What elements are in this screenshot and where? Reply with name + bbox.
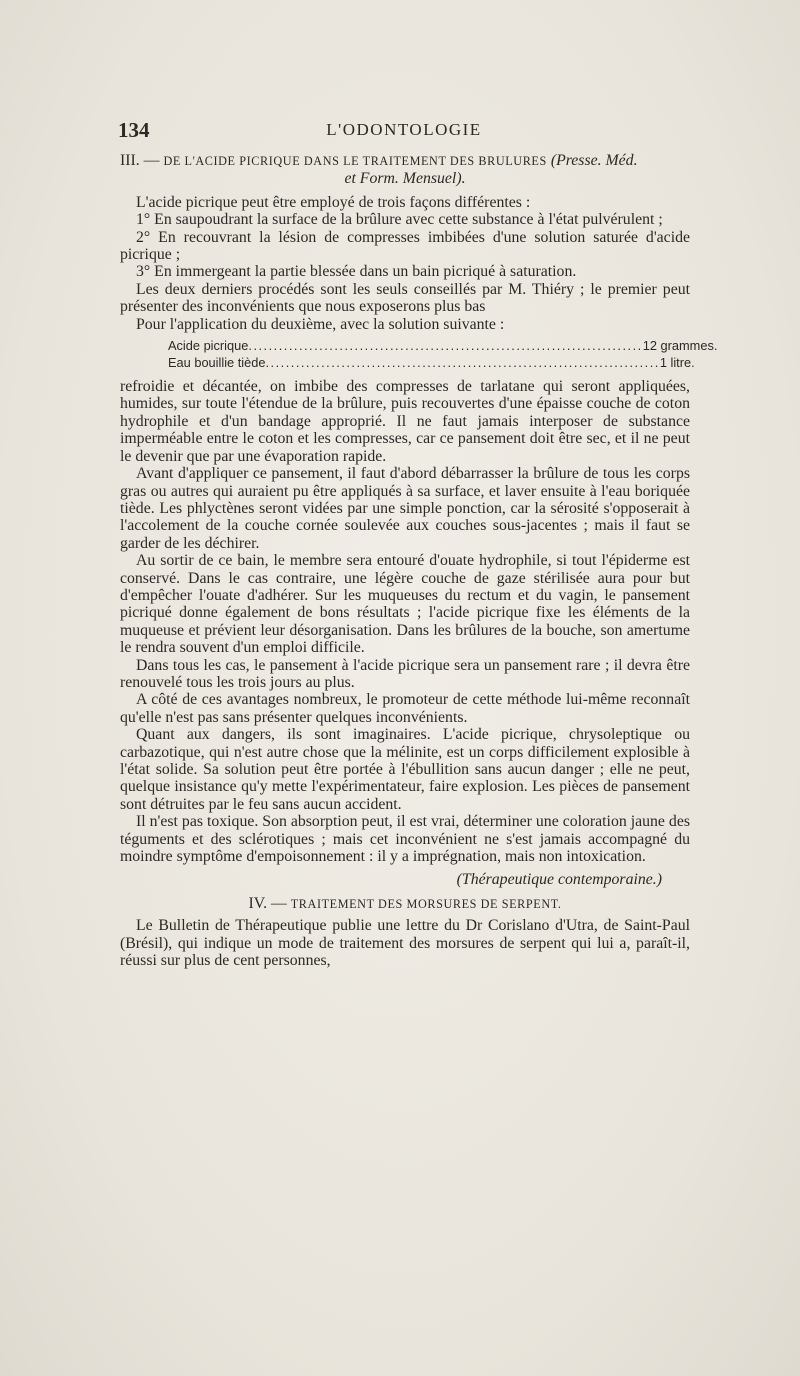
- paragraph: 2° En recouvrant la lésion de compresses imbibées d'une solution saturée d'acide picrique ;: [120, 228, 690, 264]
- article-body: [120, 152, 718, 970]
- section-3-source-cont: et Form. Mensuel).: [344, 170, 466, 188]
- paragraph: Dans tous les cas, le pansement à l'acide picrique sera un pansement rare ; il devra être renouvelé tous les trois jours au plus.: [120, 656, 690, 691]
- leader-dots: ..............................................................................: [265, 354, 660, 370]
- recipe-quantity: 1 litre.: [659, 354, 695, 370]
- citation: (Thérapeutique contemporaine.): [456, 871, 662, 889]
- leader-dots: ..............................................................................: [248, 338, 643, 354]
- section-3-title: DE L'ACIDE PICRIQUE DANS LE TRAITEMENT DES BRULURES: [163, 154, 547, 168]
- paragraph: 3° En immergeant la partie blessée dans un bain picriqué à saturation.: [136, 263, 577, 281]
- page-number: 134: [118, 118, 150, 142]
- recipe-row: [168, 338, 718, 355]
- section-3-numeral: III. —: [120, 152, 160, 169]
- paragraph: L'acide picrique peut être employé de trois façons différentes :: [136, 193, 531, 211]
- paragraph: A côté de ces avantages nombreux, le promoteur de cette méthode lui-même reconnaît qu'elle n'est pas sans présenter quelques inconvénients.: [120, 691, 690, 726]
- paragraph: Avant d'appliquer ce pansement, il faut d'abord débarrasser la brûlure de tous les corps gras ou autres qui auraient pu être appliqués à sa surface, et laver ensuite à l'eau boriquée tiède. Les phlyctènes seront vidées par une simple ponction, car la sérosité s'opposerait à l'accolement de la couche cornée soulevée aux couches sous-jacentes ; mais il faut se garder de les déchirer.: [120, 465, 690, 552]
- section-3-heading: [120, 152, 690, 170]
- section-4-numeral: IV. —: [248, 894, 287, 912]
- section-4-heading: [120, 895, 690, 913]
- page-header: [118, 118, 690, 148]
- paragraph: refroidie et décantée, on imbibe des compresses de tarlatane qui seront appliquées, humides, sur toute l'étendue de la brûlure, puis recouvertes d'une épaisse couche de coton hydrophile et d'un bandage approprié. Il ne faut jamais interposer de substance imperméable entre le coton et les compresses, car ce pansement doit être sec, et il ne peut le devenir que par une évaporation rapide.: [120, 378, 690, 465]
- running-title: L'ODONTOLOGIE: [326, 120, 482, 139]
- recipe-table: [168, 338, 718, 371]
- recipe-quantity: 12 grammes.: [642, 338, 718, 354]
- paragraph: Les deux derniers procédés sont les seuls conseillés par M. Thiéry ; le premier peut présenter des inconvénients que nous exposerons plus bas: [120, 280, 690, 316]
- paragraph: Le Bulletin de Thérapeutique publie une lettre du Dr Corislano d'Utra, de Saint-Paul (Brésil), qui indique un mode de traitement des morsures de serpent qui lui a, paraît-il, réussi sur plus de cent personnes,: [120, 917, 690, 970]
- paragraph: 1° En saupoudrant la surface de la brûlure avec cette substance à l'état pulvérulent ;: [136, 211, 663, 229]
- recipe-ingredient: Eau bouillie tiède: [168, 354, 266, 370]
- recipe-ingredient: Acide picrique: [168, 338, 249, 354]
- recipe-row: [168, 354, 695, 372]
- paragraph: Quant aux dangers, ils sont imaginaires. L'acide picrique, chrysoleptique ou carbazotique, qui n'est autre chose que la mélinite, est un corps difficilement explosible à l'état solide. Sa solution peut être portée à l'ébullition sans aucun danger ; elle ne peut, quelque insistance qu'y mette l'expérimentateur, faire explosion. Les pièces de pansement sont détruites par le feu sans aucun accident.: [120, 726, 690, 813]
- paragraph: Au sortir de ce bain, le membre sera entouré d'ouate hydrophile, si tout l'épiderme est conservé. Dans le cas contraire, une légère couche de gaze stérilisée aura pour but d'empêcher l'ouate d'adhérer. Sur les muqueuses du rectum et du vagin, le pansement picriqué donne également de bons résultats ; l'acide picrique fixe les éléments de la muqueuse et prévient leur désorganisation. Dans les brûlures de la bouche, son amertume le rendra souvent d'un emploi difficile.: [120, 552, 690, 657]
- paragraph: Il n'est pas toxique. Son absorption peut, il est vrai, déterminer une coloration jaune des téguments et des sclérotiques ; mais cet inconvénient ne s'est jamais accompagné du moindre symptôme d'empoisonnement : il y a imprégnation, mais non intoxication.: [120, 813, 690, 866]
- paragraph: Pour l'application du deuxième, avec la solution suivante :: [136, 315, 505, 333]
- section-3-source: (Presse. Méd.: [550, 152, 638, 169]
- section-4-title: TRAITEMENT DES MORSURES DE SERPENT.: [290, 896, 562, 911]
